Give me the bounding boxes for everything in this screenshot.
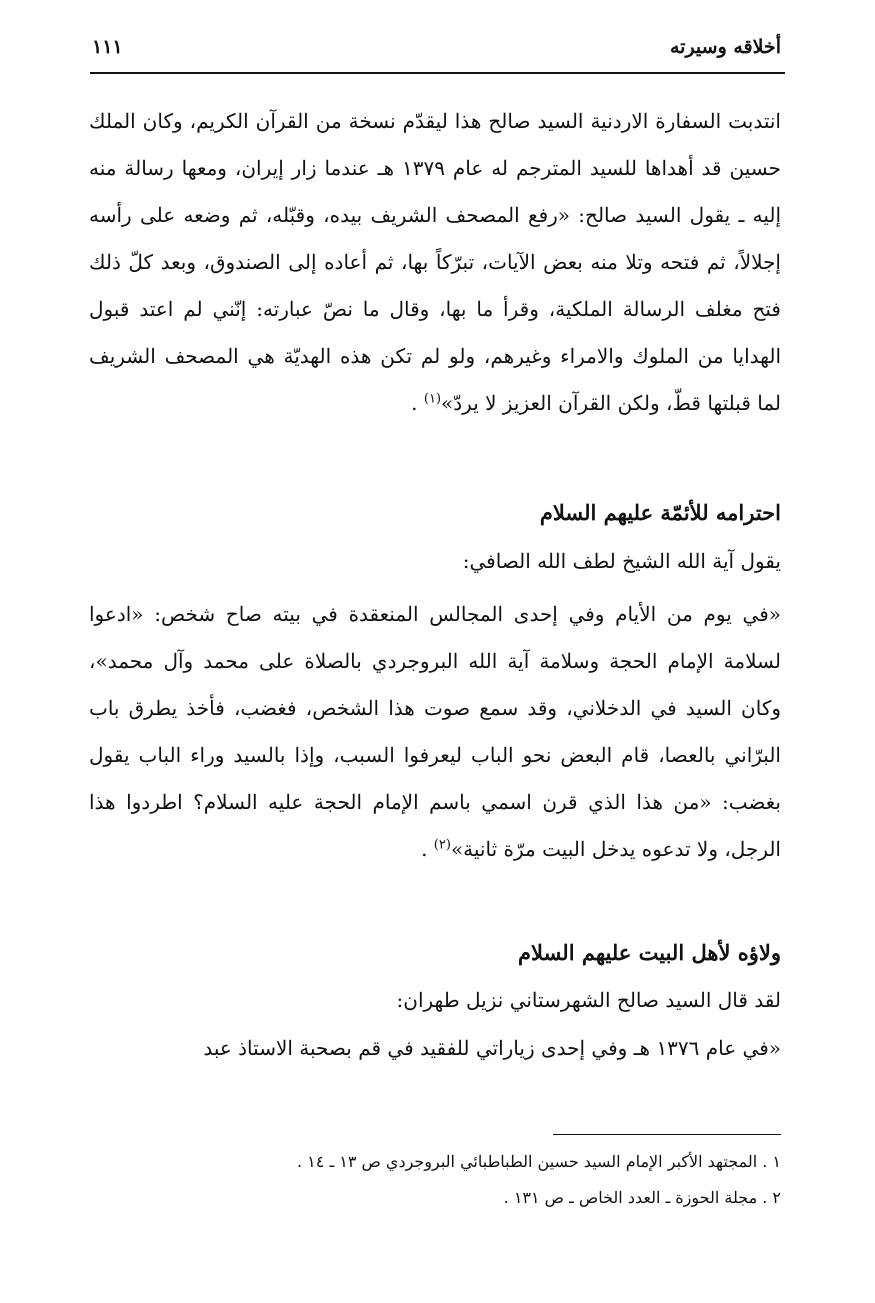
footnote-reference[interactable]: (٢) [433, 837, 451, 853]
quote-end: . [421, 837, 434, 861]
paragraph-text: انتدبت السفارة الاردنية السيد صالح هذا ليقدّم نسخة من القرآن الكريم، وكان الملك حسين قد أهداها للسيد المترجم له عام ١٣٧٩ هـ عندما زار إيران، ومعها رسالة منه إليه ـ يقول السيد صالح: «رفع المصحف الشريف بيده، وقبّله، ثم وضعه على رأسه إجلالاً، ثم فتحه وتلا منه بعض الآيات، تبرّكاً بها، ثم أعاده إلى الصندوق، وبعد كلّ ذلك فتح مغلف الرسالة الملكية، وقرأ ما بها، وقال ما نصّ عبارته: إنّني لم اعتد قبول الهدايا من الملوك والامراء وغيرهم، ولو لم تكن هذه الهديّة هي المصحف الشريف لما قبلتها قطّ، ولكن القرآن العزيز لا يردّ» [89, 109, 782, 415]
quote-text: «في يوم من الأيام وفي إحدى المجالس المنعقدة في بيته صاح شخص: «ادعوا لسلامة الإمام الحجة وسلامة آية الله البروجردي بالصلاة على محمد وآل محمد»، وكان السيد في الدخلاني، وقد سمع صوت هذا الشخص، فغضب، فأخذ يطرق باب البرّاني بالعصا، قام البعض نحو الباب ليعرفوا السبب، وإذا بالسيد وراء الباب يقول بغضب: «من هذا الذي قرن اسمي باسم الإمام الحجة عليه السلام؟ اطردوا هذا الرجل، ولا تدعوه يدخل البيت مرّة ثانية» [89, 602, 781, 861]
quote-paragraph-safi [89, 591, 781, 873]
footnote-divider [553, 1134, 781, 1135]
footnote-item: ٢ . مجلة الحوزة ـ العدد الخاص ـ ص ١٣١ . [503, 1188, 781, 1207]
paragraph-end: . [411, 391, 424, 415]
paragraph-gift-quran [89, 98, 781, 427]
header-divider [90, 72, 785, 74]
page-number: ١١١ [92, 36, 123, 58]
section-heading-loyalty: ولاؤه لأهل البيت عليهم السلام [518, 940, 781, 965]
section-heading-respect-imams: احترامه للأئمّة عليهم السلام [539, 500, 781, 525]
footnote-reference[interactable]: (١) [423, 391, 442, 407]
section-intro-line: يقول آية الله الشيخ لطف الله الصافي: [462, 549, 781, 573]
footnote-item: ١ . المجتهد الأكبر الإمام السيد حسين الطباطبائي البروجردي ص ١٣ ـ ١٤ . [297, 1152, 781, 1171]
quote-first-line: «في عام ١٣٧٦ هـ وفي إحدى زياراتي للفقيد في قم بصحبة الاستاذ عبد [203, 1036, 781, 1060]
running-header-title: أخلاقه وسيرته [669, 36, 781, 58]
section-intro-line: لقد قال السيد صالح الشهرستاني نزيل طهران: [396, 988, 781, 1012]
